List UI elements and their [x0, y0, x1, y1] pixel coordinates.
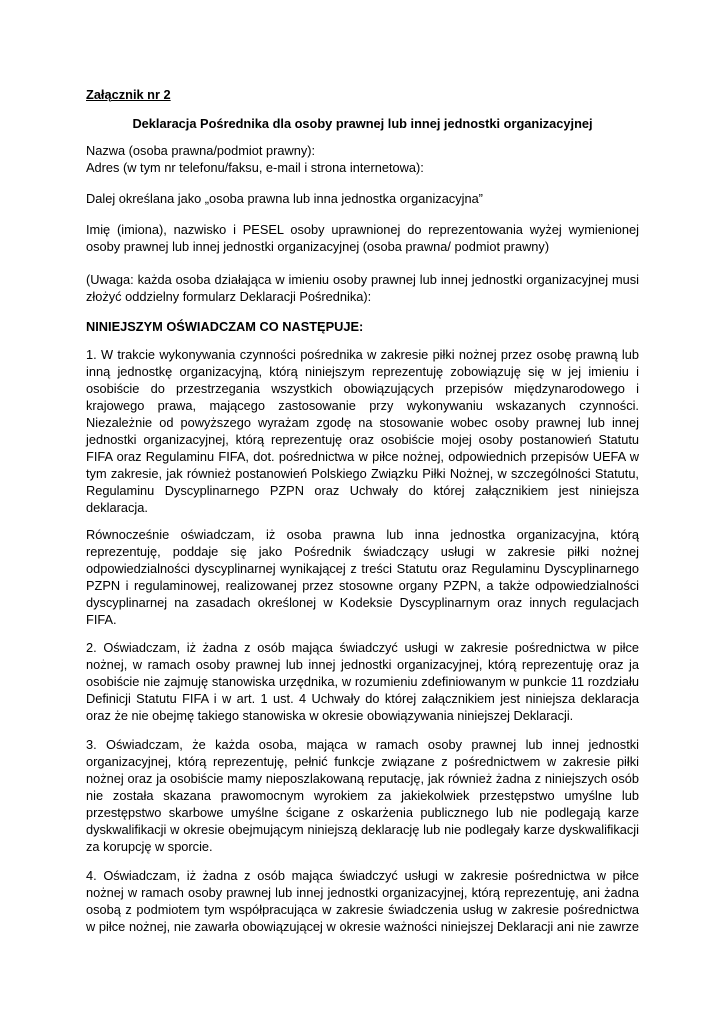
- paragraph-line: PZPN i regulaminowej, realizowanej przez stosowne organy PZPN, a także odpowiedzialności: [86, 577, 639, 593]
- paragraph-line: osobiście do przestrzegania wszystkich obowiązujących przepisów międzynarodowego i: [86, 380, 639, 396]
- paragraph-line: za korupcję w sporcie.: [86, 838, 213, 854]
- paragraph-line: nie została skazana prawomocnym wyrokiem za jakiekolwiek przestępstwo umyślne lub: [86, 787, 639, 803]
- paragraph-line: w piłce nożnej, nie zawarła obowiązującej w okresie ważności niniejszej Deklaracji ani nie zawrze: [86, 918, 639, 934]
- name-field-label: Nazwa (osoba prawna/podmiot prawny):: [86, 142, 316, 158]
- hereinafter-clause: [86, 190, 639, 207]
- paragraph-line: Regulaminu Dyscyplinarnego PZPN oraz Uchwały do której załącznikiem jest niniejsza: [86, 482, 639, 498]
- paragraph-line: odpowiedzialności dyscyplinarnej wynikającej z treści Statutu oraz Regulaminu Dyscyplinarnego: [86, 560, 639, 576]
- declaration-point-1: [86, 346, 639, 516]
- note-paragraph: [86, 271, 639, 305]
- paragraph-line: 2. Oświadczam, iż żadna z osób mająca świadczyć usługi w zakresie pośrednictwa w piłce: [86, 639, 639, 655]
- paragraph-line: Równocześnie oświadczam, iż osoba prawna lub inna jednostka organizacyjna, którą: [86, 526, 639, 542]
- note-line: (Uwaga: każda osoba działająca w imieniu osoby prawnej lub innej jednostki organizacyjnej musi: [86, 271, 639, 287]
- note-line: złożyć oddzielny formularz Deklaracji Pośrednika):: [86, 288, 372, 304]
- paragraph-line: nożnej, w ramach osoby prawnej lub innej jednostki organizacyjnej, którą reprezentuję oraz ja: [86, 656, 639, 672]
- declaration-heading: NINIEJSZYM OŚWIADCZAM CO NASTĘPUJE:: [86, 318, 364, 334]
- paragraph-line: przestępstwo skarbowe umyślne ścigane z oskarżenia publicznego lub nie podlegają karze: [86, 804, 639, 820]
- paragraph-line: Definicji Statutu FIFA i w art. 1 ust. 4 Uchwały do której załącznikiem jest niniejsza deklaracja: [86, 690, 639, 706]
- paragraph-line: 1. W trakcie wykonywania czynności pośrednika w zakresie piłki nożnej przez osobę prawną lub: [86, 346, 639, 362]
- paragraph-line: osobiście nie zajmuję stanowiska urzędnika, w rozumieniu zdefiniowanym w punkcie 11 rozdziału: [86, 673, 639, 689]
- paragraph-line: oraz że nie obejmę takiego stanowiska w okresie obowiązywania niniejszej Deklaracji.: [86, 707, 574, 723]
- paragraph-line: tym zakresie, jak również postanowień Polskiego Związku Piłki Nożnej, w szczególności Statutu,: [86, 465, 639, 481]
- representative-line: osoby prawnej lub innej jednostki organizacyjnej (osoba prawna/ podmiot prawny): [86, 238, 550, 254]
- annex-label: Załącznik nr 2: [86, 86, 171, 102]
- paragraph-line: organizacyjnej, którą reprezentuję, pełnić funkcje związane z pośrednictwem w zakresie piłki: [86, 753, 639, 769]
- address-field-label: Adres (w tym nr telefonu/faksu, e-mail i strona internetowa):: [86, 159, 424, 175]
- declaration-point-3: [86, 736, 639, 855]
- paragraph-line: dyscyplinarnej na zasadach określonej w Kodeksie Dyscyplinarnym oraz innych regulacjach: [86, 594, 639, 610]
- disciplinary-liability-paragraph: [86, 526, 639, 628]
- paragraph-line: inną jednostkę organizacyjną, którą niniejszym reprezentuję zobowiązuję się w jej imieniu i: [86, 363, 639, 379]
- paragraph-line: nożnej oraz ja osobiście mamy nieposzlakowaną reputację, jak również żadna z niniejszych osób: [86, 770, 639, 786]
- paragraph-line: nożnej w ramach osoby prawnej lub innej jednostki organizacyjnej, którą reprezentuję, ani żadna: [86, 884, 639, 900]
- paragraph-line: reprezentuję, poddaje się jako Pośrednik świadczący usługi w zakresie piłki nożnej: [86, 543, 639, 559]
- representative-line: Imię (imiona), nazwisko i PESEL osoby uprawnionej do reprezentowania wyżej wymienionej: [86, 221, 639, 237]
- declaration-point-2: [86, 639, 639, 724]
- paragraph-line: 4. Oświadczam, iż żadna z osób mająca świadczyć usługi w zakresie pośrednictwa w piłce: [86, 867, 639, 883]
- paragraph-line: krajowego prawa, mającego zastosowanie przy wykonywaniu wskazanych czynności.: [86, 397, 639, 413]
- paragraph-line: FIFA oraz Regulaminu FIFA, dot. pośrednictwa w piłce nożnej, odpowiednich przepisów UEFA w: [86, 448, 639, 464]
- paragraph-line: osobą z podmiotem tym współpracująca w zakresie świadczenia usług w zakresie pośrednictwa: [86, 901, 639, 917]
- paragraph-line: deklaracja.: [86, 499, 148, 515]
- paragraph-line: FIFA.: [86, 611, 117, 627]
- paragraph-line: Niezależnie od powyższego wyrażam zgodę na stosowanie wobec osoby prawnej lub innej: [86, 414, 639, 430]
- representative-paragraph: [86, 221, 639, 255]
- identification-fields: [86, 142, 639, 176]
- declaration-point-4: [86, 867, 639, 935]
- document-title: Deklaracja Pośrednika dla osoby prawnej lub innej jednostki organizacyjnej: [132, 115, 593, 131]
- hereinafter-text: Dalej określana jako „osoba prawna lub inna jednostka organizacyjna”: [86, 190, 483, 206]
- paragraph-line: 3. Oświadczam, że każda osoba, mająca w ramach osoby prawnej lub innej jednostki: [86, 736, 639, 752]
- paragraph-line: jednostki organizacyjnej, którą reprezentuję oraz osobiście mojej osoby postanowień Statutu: [86, 431, 639, 447]
- paragraph-line: dyskwalifikacji w okresie obejmującym niniejszą deklarację lub nie podlegały karze dyskwalifikacji: [86, 821, 639, 837]
